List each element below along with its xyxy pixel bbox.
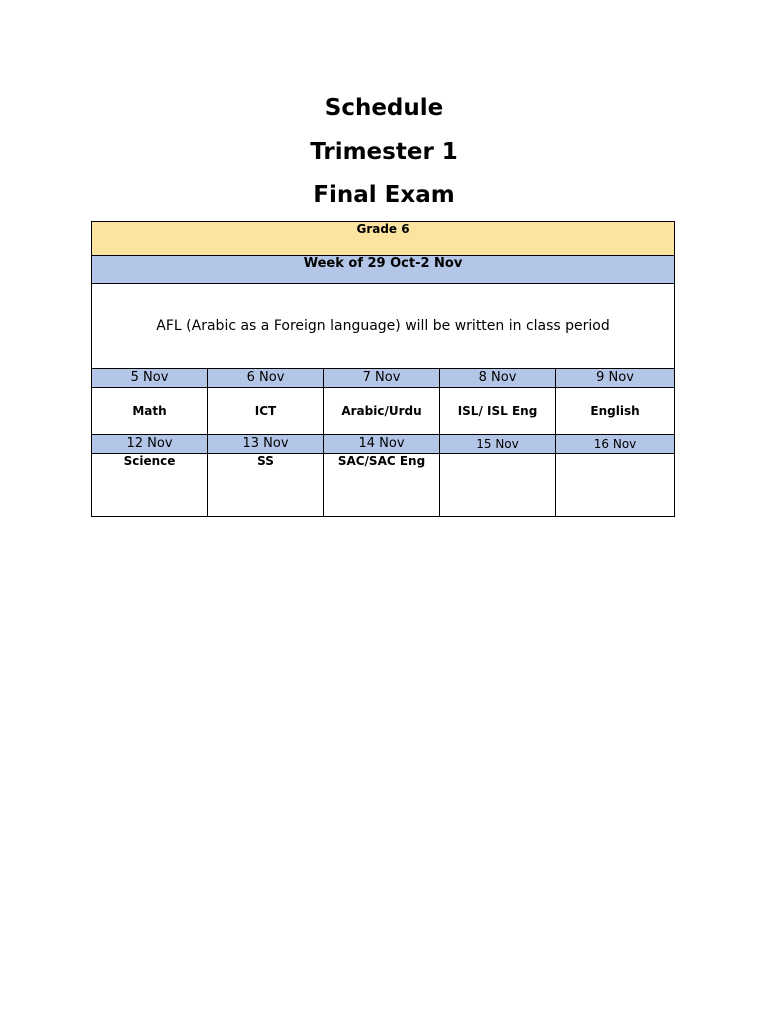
exam-schedule-table [91, 221, 675, 517]
subject-cell: SS [208, 454, 324, 517]
empty-cell [440, 454, 556, 517]
title-block [0, 88, 768, 219]
date-cell: 9 Nov [556, 369, 675, 388]
subject-row-week1 [92, 388, 675, 435]
date-row-week1 [92, 369, 675, 388]
page-title: Schedule [324, 95, 444, 121]
empty-cell [556, 454, 675, 517]
grade-cell: Grade 6 [92, 222, 675, 256]
exam-title: Final Exam [313, 182, 455, 208]
subject-cell: English [556, 388, 675, 435]
subject-row-week2 [92, 454, 675, 517]
subject-cell: ICT [208, 388, 324, 435]
subject-cell: ISL/ ISL Eng [440, 388, 556, 435]
trimester-title: Trimester 1 [310, 138, 458, 165]
date-cell: 13 Nov [208, 435, 324, 454]
date-cell: 5 Nov [92, 369, 208, 388]
afl-note-cell: AFL (Arabic as a Foreign language) will be written in class period [92, 284, 675, 369]
date-cell: 7 Nov [324, 369, 440, 388]
subject-cell: Math [92, 388, 208, 435]
subject-cell: Science [92, 454, 208, 517]
date-cell: 16 Nov [556, 435, 675, 454]
date-cell: 6 Nov [208, 369, 324, 388]
grade-row [92, 222, 675, 256]
date-cell: 15 Nov [440, 435, 556, 454]
week-cell: Week of 29 Oct-2 Nov [92, 256, 675, 284]
note-row [92, 284, 675, 369]
subject-cell: Arabic/Urdu [324, 388, 440, 435]
date-cell: 8 Nov [440, 369, 556, 388]
date-cell: 14 Nov [324, 435, 440, 454]
date-cell: 12 Nov [92, 435, 208, 454]
date-row-week2 [92, 435, 675, 454]
subject-cell: SAC/SAC Eng [324, 454, 440, 517]
week-row [92, 256, 675, 284]
